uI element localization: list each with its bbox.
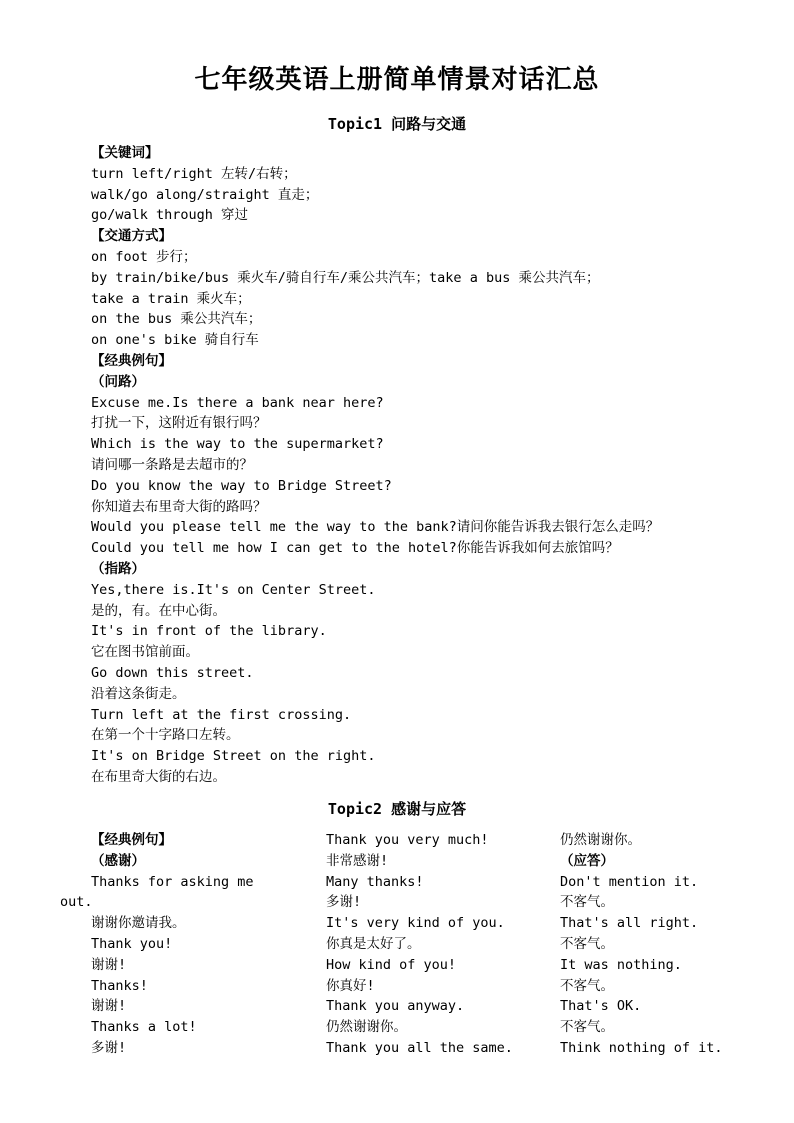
- topic1-line: Yes,there is.It's on Center Street.: [91, 581, 376, 598]
- topic1-line: It's on Bridge Street on the right.: [91, 748, 376, 765]
- topic2-col3-line: That's all right.: [560, 915, 699, 932]
- topic2-col1-line: 谢谢你邀请我。: [91, 915, 186, 932]
- topic2-col3-heading-line: （应答）: [560, 852, 614, 869]
- topic1-line: Would you please tell me the way to the bank?请问你能告诉我去银行怎么走吗？: [91, 519, 660, 536]
- topic1-line: 在第一个十字路口左转。: [91, 727, 240, 744]
- topic1-line: 请问哪一条路是去超市的？: [91, 456, 253, 473]
- topic1-line: go/walk through 穿过: [91, 207, 249, 224]
- topic1-heading: Topic1 问路与交通: [327, 115, 467, 133]
- topic1-content: [91, 143, 771, 788]
- topic2-col3-line: 不客气。: [560, 935, 614, 952]
- topic2-col2-line: 你真好!: [326, 977, 375, 994]
- topic2-col2-line: 多谢!: [326, 894, 362, 911]
- topic1-line: Do you know the way to Bridge Street?: [91, 477, 392, 494]
- topic2-col3-line: Think nothing of it.: [560, 1039, 723, 1056]
- topic1-heading-line: 【交通方式】: [91, 228, 172, 245]
- topic1-heading-line: 【经典例句】: [91, 352, 172, 369]
- topic2-col1-line: 谢谢!: [91, 998, 127, 1015]
- topic1-line: take a train 乘火车；: [91, 290, 251, 307]
- topic1-line: Excuse me.Is there a bank near here?: [91, 394, 384, 411]
- topic1-heading-line: （指路）: [91, 560, 145, 577]
- topic1-line: It's in front of the library.: [91, 623, 327, 640]
- topic2-col1-line: 谢谢!: [91, 956, 127, 973]
- topic2-col2-line: Thank you all the same.: [326, 1039, 513, 1056]
- topic2-col2-line: Thank you very much!: [326, 832, 489, 848]
- topic2-column-2: [326, 830, 546, 1059]
- topic2-col1-heading-line: （感谢）: [91, 852, 145, 869]
- topic2-col2-line: It's very kind of you.: [326, 915, 505, 932]
- topic2-col2-line: Many thanks!: [326, 873, 424, 890]
- topic1-line: Could you tell me how I can get to the hotel?你能告诉我如何去旅馆吗？: [91, 540, 619, 557]
- topic2-col1-heading-line: 【经典例句】: [91, 832, 172, 848]
- topic1-line: on foot 步行；: [91, 248, 197, 265]
- topic1-heading-line: 【关键词】: [91, 145, 159, 161]
- topic2-col3-line: Don't mention it.: [560, 873, 699, 890]
- topic1-line: 它在图书馆前面。: [91, 644, 199, 661]
- topic2-col1-line: 多谢!: [91, 1039, 127, 1056]
- topic2-col3-line: 不客气。: [560, 977, 614, 994]
- topic2-col3-line: 仍然谢谢你。: [560, 832, 641, 848]
- topic2-col2-line: Thank you anyway.: [326, 998, 465, 1015]
- topic1-heading-line: （问路）: [91, 373, 145, 390]
- topic2-col2-line: 非常感谢!: [326, 852, 389, 869]
- topic2-col2-line: 你真是太好了。: [326, 935, 421, 952]
- document-title: 七年级英语上册简单情景对话汇总: [194, 65, 600, 95]
- topic1-line: 你知道去布里奇大街的路吗？: [91, 498, 267, 515]
- topic2-col1-line: Thank you!: [91, 935, 173, 952]
- topic2-col2-line: 仍然谢谢你。: [326, 1019, 407, 1036]
- topic1-line: turn left/right 左转/右转；: [91, 165, 297, 182]
- topic1-line: 在布里奇大街的右边。: [91, 768, 226, 785]
- topic1-line: Go down this street.: [91, 664, 254, 681]
- topic2-heading: Topic2 感谢与应答: [327, 800, 467, 818]
- topic2-col1-line: Thanks for asking me: [91, 873, 254, 890]
- topic1-line: Which is the way to the supermarket?: [91, 436, 384, 453]
- topic2-col1-line: out.: [60, 894, 93, 911]
- topic2-col3-line: It was nothing.: [560, 956, 682, 973]
- topic1-line: 是的，有。在中心街。: [91, 602, 226, 619]
- topic2-column-1: [60, 830, 311, 1059]
- topic1-line: on one's bike 骑自行车: [91, 332, 259, 349]
- topic1-line: 沿着这条街走。: [91, 685, 186, 702]
- topic1-line: 打扰一下，这附近有银行吗？: [91, 415, 267, 432]
- topic2-column-3: [560, 830, 780, 1059]
- topic2-col2-line: How kind of you!: [326, 956, 457, 973]
- topic1-line: Turn left at the first crossing.: [91, 706, 352, 723]
- topic2-col1-line: Thanks!: [91, 977, 148, 994]
- topic2-col3-line: 不客气。: [560, 1019, 614, 1036]
- topic1-line: walk/go along/straight 直走；: [91, 186, 319, 203]
- topic2-col3-line: That's OK.: [560, 998, 642, 1015]
- topic1-line: on the bus 乘公共汽车；: [91, 311, 262, 328]
- topic2-col3-line: 不客气。: [560, 894, 614, 911]
- topic1-line: by train/bike/bus 乘火车/骑自行车/乘公共汽车；take a bus 乘公共汽车；: [91, 269, 600, 286]
- topic2-col1-line: Thanks a lot!: [91, 1019, 197, 1036]
